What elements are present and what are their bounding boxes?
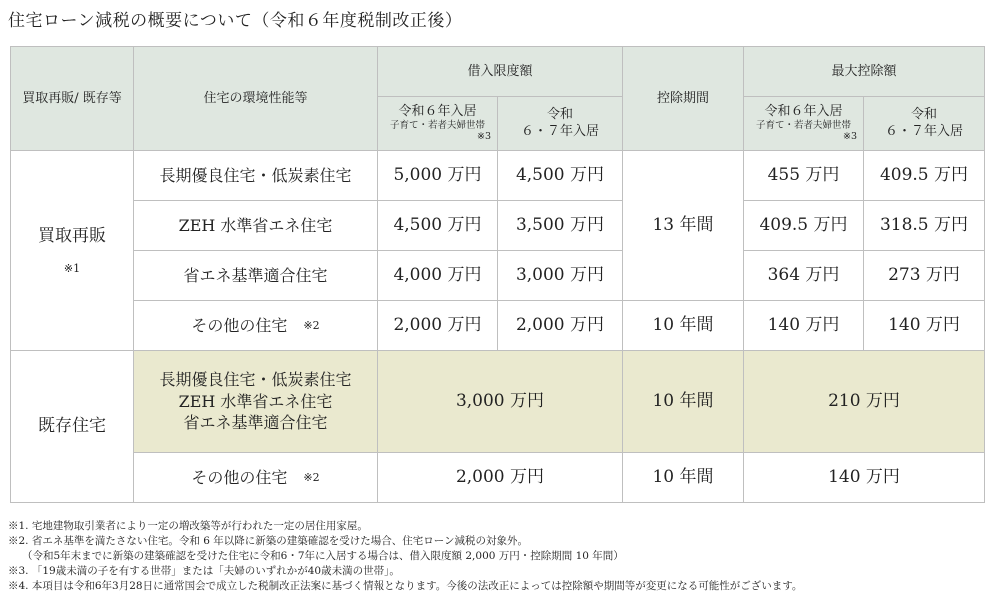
header-borrow-limit: 借入限度額 [378, 47, 623, 97]
row-label-line: ZEH 水準省エネ住宅 [178, 391, 333, 411]
footnote-3: ※3. 「19歳未満の子を有する世帯」または「夫婦のいずれかが40歳未満の世帯」。 [8, 565, 400, 577]
borrow-r67: 2,000 万円 [498, 301, 623, 351]
borrow-r6: 2,000 万円 [378, 301, 498, 351]
row-label: ZEH 水準省エネ住宅 [134, 201, 378, 251]
period-10: 10 年間 [623, 351, 744, 453]
subheader-r6-note: ※3 [842, 130, 857, 142]
borrow-r67: 3,500 万円 [498, 201, 623, 251]
subheader-r6-sub: 子育て・若者夫婦世帯 [389, 119, 485, 131]
group-kizon: 既存住宅 [11, 351, 134, 503]
subheader-r6-title: 令和６年入居 [764, 104, 843, 120]
header-period: 控除期間 [623, 47, 744, 151]
max-r6: 455 万円 [744, 151, 864, 201]
footnote-2: ※2. 省エネ基準を満たさない住宅。令和 6 年以降に新築の建築確認を受けた場合、住宅ローン減税の対象外。 [8, 535, 528, 547]
borrow-combined: 3,000 万円 [378, 351, 623, 453]
row-label-line: 長期優良住宅・低炭素住宅 [159, 370, 352, 390]
row-label: 長期優良住宅・低炭素住宅 [134, 151, 378, 201]
subheader-r67-line1: 令和 [910, 107, 937, 123]
footnote-2-detail: （令和5年末までに新築の建築確認を受けた住宅に令和6・7年に入居する場合は、借入限度額 2,000 万円・控除期間 10 年間） [22, 550, 624, 562]
tax-table [10, 46, 985, 503]
row-label [134, 301, 378, 351]
subheader-borrow-r6 [378, 97, 498, 151]
max-r67: 318.5 万円 [864, 201, 985, 251]
row-label-combined [134, 351, 378, 453]
max-r67: 409.5 万円 [864, 151, 985, 201]
borrow-r67: 3,000 万円 [498, 251, 623, 301]
group-kaitori-note: ※1 [63, 261, 81, 275]
group-kaitori-label: 買取再販 [38, 225, 106, 246]
borrow-r6: 5,000 万円 [378, 151, 498, 201]
subheader-r67-line2: ６・７年入居 [884, 123, 963, 139]
group-kaitori [11, 151, 134, 351]
footnote-4: ※4. 本項目は令和6年3月28日に通常国会で成立した税制改正法案に基づく情報となります。今後の法改正によっては控除額や期間等が変更になる可能性がございます。 [8, 580, 803, 592]
max-r6: 409.5 万円 [744, 201, 864, 251]
borrow-combined: 2,000 万円 [378, 453, 623, 503]
row-label [134, 453, 378, 503]
subheader-r6-note: ※3 [476, 130, 491, 142]
subheader-r6-sub: 子育て・若者夫婦世帯 [755, 119, 851, 131]
subheader-borrow-r67 [498, 97, 623, 151]
footnote-1: ※1. 宅地建物取引業者により一定の増改築等が行われた一定の居住用家屋。 [8, 520, 368, 532]
max-combined: 140 万円 [744, 453, 985, 503]
row-label-text: その他の住宅 [191, 467, 288, 487]
header-max-deduction: 最大控除額 [744, 47, 985, 97]
borrow-r6: 4,500 万円 [378, 201, 498, 251]
max-r6: 364 万円 [744, 251, 864, 301]
header-category: 買取再販/ 既存等 [11, 47, 134, 151]
max-r67: 140 万円 [864, 301, 985, 351]
header-performance: 住宅の環境性能等 [134, 47, 378, 151]
borrow-r6: 4,000 万円 [378, 251, 498, 301]
subheader-max-r67 [864, 97, 985, 151]
row-note: ※2 [303, 470, 320, 484]
row-label-line: 省エネ基準適合住宅 [183, 413, 328, 433]
subheader-max-r6 [744, 97, 864, 151]
row-label: 省エネ基準適合住宅 [134, 251, 378, 301]
max-r67: 273 万円 [864, 251, 985, 301]
subheader-r67-line2: ６・７年入居 [520, 123, 599, 139]
row-label-text: その他の住宅 [191, 315, 288, 335]
period-10: 10 年間 [623, 453, 744, 503]
max-r6: 140 万円 [744, 301, 864, 351]
page-title: 住宅ローン減税の概要について（令和６年度税制改正後） [8, 11, 463, 31]
row-note: ※2 [303, 318, 320, 332]
period-10: 10 年間 [623, 301, 744, 351]
footnotes [8, 519, 802, 594]
subheader-r67-line1: 令和 [546, 107, 573, 123]
max-combined: 210 万円 [744, 351, 985, 453]
borrow-r67: 4,500 万円 [498, 151, 623, 201]
period-13: 13 年間 [623, 151, 744, 301]
subheader-r6-title: 令和６年入居 [398, 104, 477, 120]
